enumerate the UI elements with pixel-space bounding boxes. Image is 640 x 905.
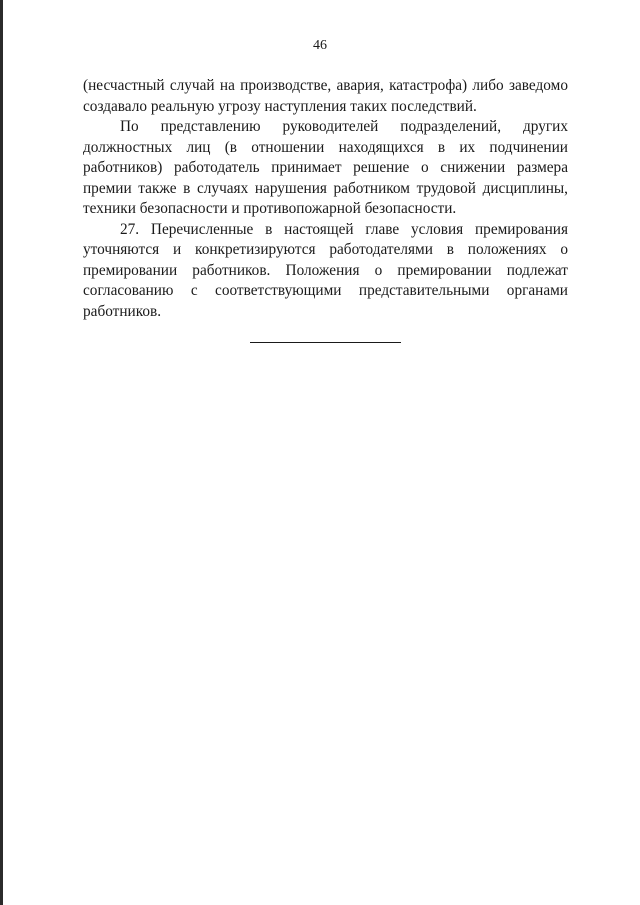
scan-edge-shadow (0, 0, 3, 905)
paragraph-bonus-reduction: По представлению руководителей подразделений, других должностных лиц (в отношении находящихся в их подчинении работников) работодатель принимает решение о снижении размера премии также в случаях нарушения работником трудовой дисциплины, техники безопасности и противопожарной безопасности. (83, 118, 568, 217)
paragraph-item-27: 27. Перечисленные в настоящей главе условия премирования уточняются и конкретизируются работодателями в положениях о премировании работников. Положения о премировании подлежат согласованию с соответствующими представительными органами работников. (83, 220, 568, 320)
paragraph-continuation: (несчастный случай на производстве, авария, катастрофа) либо заведомо создавало реальную угрозу наступления таких последствий. (83, 77, 568, 115)
page-number: 46 (313, 38, 327, 53)
body-text (83, 76, 568, 322)
end-divider-line (250, 342, 401, 343)
